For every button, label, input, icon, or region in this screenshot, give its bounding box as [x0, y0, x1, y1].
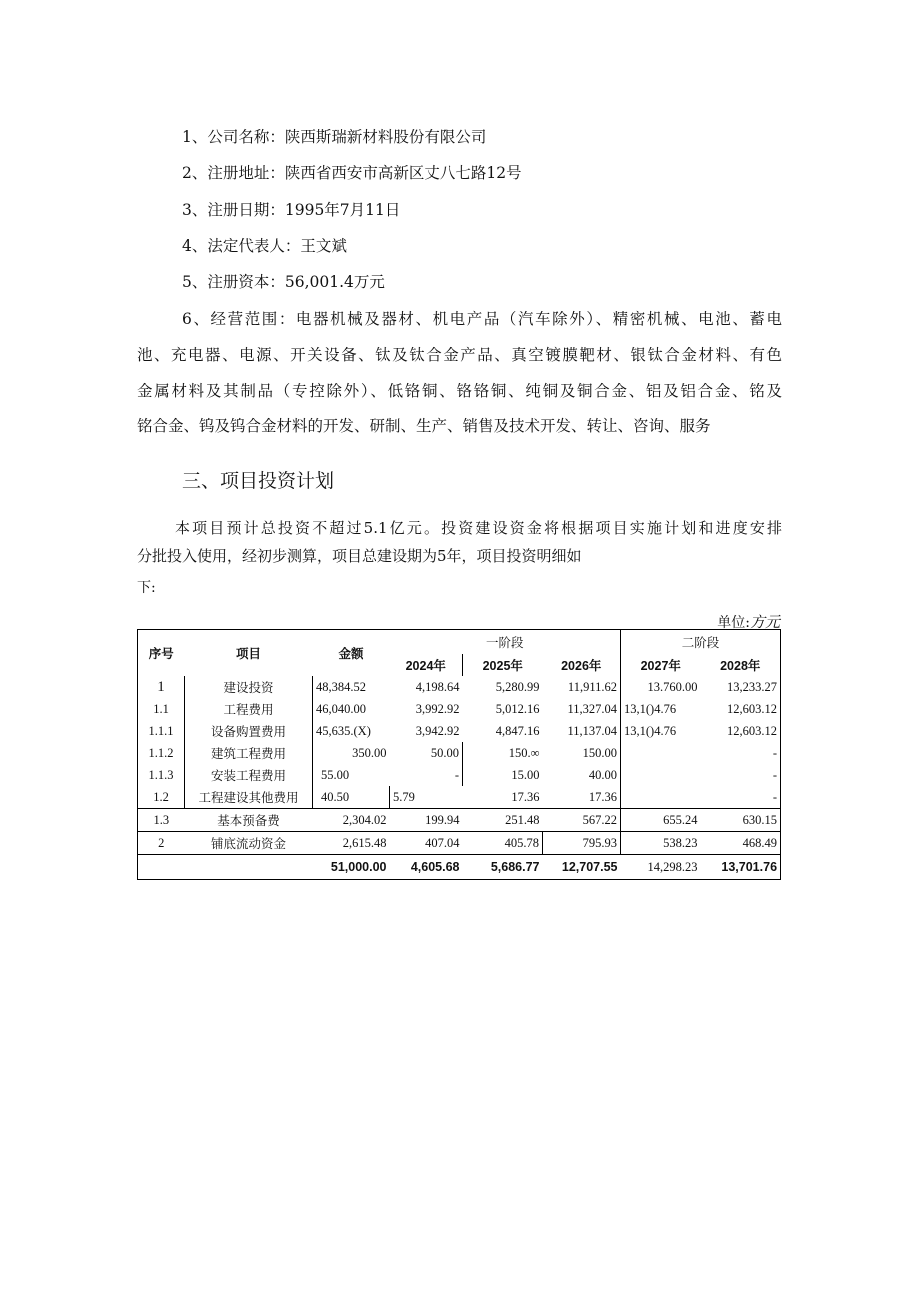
row-2028: -	[701, 786, 781, 809]
row-seq: 1.2	[138, 786, 185, 809]
row-2024: 407.04	[390, 832, 463, 855]
row-2027: 538.23	[621, 832, 701, 855]
header-year-2025: 2025年	[463, 654, 543, 676]
row-amount: 55.00	[313, 764, 390, 786]
header-year-2024: 2024年	[405, 659, 446, 673]
row-item: 工程建设其他费用	[185, 786, 313, 809]
header-row-1	[138, 630, 781, 655]
row-seq: 1.1	[138, 698, 185, 720]
row-2028: 630.15	[701, 809, 781, 832]
total-2026: 12,707.55	[543, 855, 621, 880]
row-2028: 468.49	[701, 832, 781, 855]
row-2025: 251.48	[463, 809, 543, 832]
row-amount: 48,384.52	[313, 676, 390, 698]
row-item: 铺底流动资金	[185, 832, 313, 855]
registration-date-line: 3、注册日期：1995年7月11日	[182, 201, 401, 219]
row-seq: 2	[138, 832, 185, 855]
row-2026: 11,911.62	[567, 679, 617, 694]
business-scope-line-1: 6、经营范围：电器机械及器材、机电产品（汽车除外）、精密机械、电池、蓄电	[182, 310, 782, 328]
row-2024: 199.94	[390, 809, 463, 832]
row-2027	[621, 786, 701, 809]
row-2024: 3,992.92	[415, 701, 460, 716]
business-scope-line-4: 铭合金、钨及钨合金材料的开发、研制、生产、销售及技术开发、转让、咨询、服务	[137, 417, 711, 435]
row-amount: 46,040.00	[313, 698, 390, 720]
table-row	[138, 698, 781, 720]
row-2028: -	[701, 764, 781, 786]
total-2024: 4,605.68	[390, 855, 463, 880]
row-2024: 4,198.64	[415, 679, 460, 694]
row-item: 工程费用	[185, 698, 313, 720]
registered-capital-line: 5、注册资本：56,001.4万元	[182, 273, 385, 291]
registered-address-line: 2、注册地址：陕西省西安市高新区丈八七路12号	[182, 164, 522, 182]
header-seq: 序号	[138, 630, 185, 677]
row-item: 建设投资	[185, 676, 313, 698]
row-2027: 13.760.00	[621, 676, 701, 698]
company-name-line: 1、公司名称：陕西斯瑞新材料股份有限公司	[182, 128, 487, 146]
row-2026: 150.00	[543, 742, 621, 764]
row-2026: 795.93	[543, 832, 621, 855]
row-2024: -	[390, 764, 463, 786]
business-scope-line-3: 金属材料及其制品（专控除外）、低铬铜、铬铬铜、纯铜及铜合金、铝及铝合金、铭及	[137, 382, 782, 400]
row-2027: 13,1()4.76	[621, 698, 701, 720]
table-row	[138, 676, 781, 698]
row-2026: 567.22	[543, 809, 621, 832]
row-2024: 5.79	[390, 786, 463, 809]
header-item: 项目	[185, 630, 313, 677]
table-row	[138, 742, 781, 764]
row-2024: 50.00	[390, 742, 463, 764]
row-2027	[621, 742, 701, 764]
investment-paragraph-line-1: 本项目预计总投资不超过5.1亿元。投资建设资金将根据项目实施计划和进度安排	[175, 519, 782, 537]
header-year-2028: 2028年	[701, 654, 781, 676]
unit-label-text: 单位:	[717, 615, 750, 631]
row-item: 基本预备费	[185, 809, 313, 832]
legal-representative-line: 4、法定代表人：王文斌	[182, 237, 347, 255]
row-2025: 405.78	[463, 832, 543, 855]
row-2026: 11,137.04	[567, 723, 617, 738]
row-2025: 5,280.99	[495, 679, 540, 694]
header-amount: 金额	[313, 630, 390, 677]
table-row	[138, 764, 781, 786]
row-seq: 1.1.1	[138, 720, 185, 742]
row-item: 设备购置费用	[185, 720, 313, 742]
row-2028: -	[701, 742, 781, 764]
business-scope-line-2: 池、充电器、电源、开关设备、钛及钛合金产品、真空镀膜靶材、银钛合金材料、有色	[137, 346, 782, 364]
row-item: 建筑工程费用	[185, 742, 313, 764]
investment-paragraph-line-3: 下:	[137, 580, 156, 596]
row-2025: 15.00	[511, 767, 540, 782]
table-row	[138, 832, 781, 855]
header-year-2026: 2026年	[561, 659, 602, 673]
row-2024: 3,942.92	[415, 723, 460, 738]
row-2026: 17.36	[543, 786, 621, 809]
row-amount: 2,304.02	[313, 809, 390, 832]
row-2026: 40.00	[543, 764, 621, 786]
total-item	[185, 855, 313, 880]
header-phase-1: 一阶段	[390, 630, 621, 655]
total-seq	[138, 855, 185, 880]
row-amount: 350.00	[313, 742, 390, 764]
row-2025: 150.∞	[508, 745, 540, 760]
row-2027	[621, 764, 701, 786]
row-seq: 1	[138, 676, 185, 698]
row-2027: 13,1()4.76	[621, 720, 701, 742]
row-2028: 12,603.12	[701, 720, 781, 742]
total-2025: 5,686.77	[463, 855, 543, 880]
row-2028: 13,233.27	[701, 676, 781, 698]
row-seq: 1.3	[138, 809, 185, 832]
row-2025: 5,012.16	[495, 701, 540, 716]
table-row	[138, 809, 781, 832]
row-amount: 40.50	[313, 786, 390, 809]
row-2025: 17.36	[463, 786, 543, 809]
row-2027: 655.24	[621, 809, 701, 832]
header-phase-2: 二阶段	[621, 630, 781, 655]
table-row	[138, 720, 781, 742]
row-seq: 1.1.2	[138, 742, 185, 764]
row-seq: 1.1.3	[138, 764, 185, 786]
investment-paragraph-line-2: 分批投入使用，经初步测算，项目总建设期为5年，项目投资明细如	[137, 547, 582, 565]
total-2028: 13,701.76	[701, 855, 781, 880]
row-amount: 45,635.(X)	[313, 720, 390, 742]
row-2025: 4,847.16	[495, 723, 540, 738]
total-2027: 14,298.23	[621, 855, 701, 880]
header-year-2027: 2027年	[621, 654, 701, 676]
total-row	[138, 855, 781, 880]
row-2026: 11,327.04	[567, 701, 617, 716]
section-heading: 三、项目投资计划	[182, 470, 335, 492]
table-row	[138, 786, 781, 809]
total-amount: 51,000.00	[313, 855, 390, 880]
row-2028: 12,603.12	[701, 698, 781, 720]
unit-value: 方元	[749, 613, 780, 631]
row-amount: 2,615.48	[313, 832, 390, 855]
row-item: 安装工程费用	[185, 764, 313, 786]
investment-table	[137, 629, 781, 880]
